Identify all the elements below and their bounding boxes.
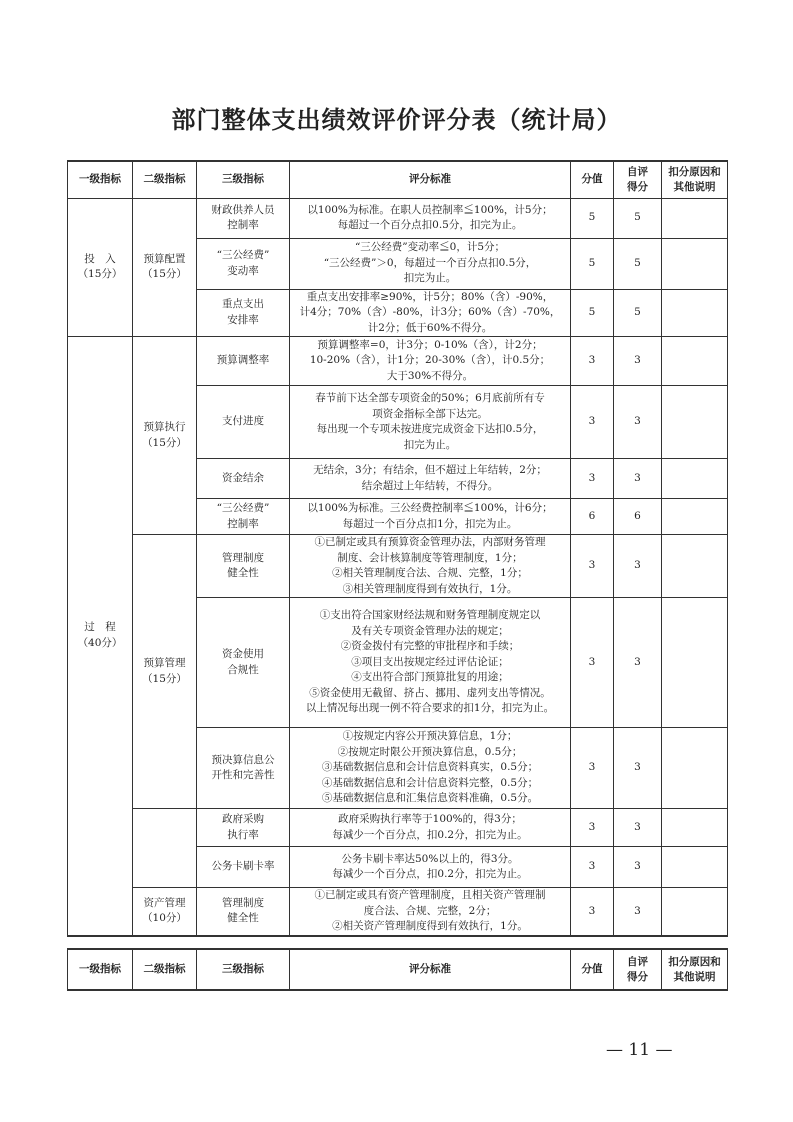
header-remarks: 扣分原因和 其他说明 <box>662 949 728 990</box>
header-criteria: 评分标准 <box>290 949 571 990</box>
level3-indicator: 公务卡刷卡率 <box>197 847 290 888</box>
header-level2: 二级指标 <box>133 161 197 198</box>
deduction-remarks <box>662 337 728 386</box>
score-value: 5 <box>571 198 614 238</box>
deduction-remarks <box>662 535 728 598</box>
score-value: 3 <box>571 598 614 728</box>
score-value: 3 <box>571 847 614 888</box>
header-level1: 一级指标 <box>68 161 133 198</box>
deduction-remarks <box>662 728 728 809</box>
self-score: 5 <box>614 289 662 337</box>
self-score: 3 <box>614 459 662 499</box>
page-number: — 11 — <box>606 1040 673 1060</box>
header-level2: 二级指标 <box>133 949 197 990</box>
self-score: 3 <box>614 386 662 459</box>
level3-indicator: 资金使用 合规性 <box>197 598 290 728</box>
self-score: 3 <box>614 598 662 728</box>
self-score: 5 <box>614 198 662 238</box>
level2-indicator: 预算配置 （15分） <box>133 198 197 337</box>
self-score: 3 <box>614 888 662 936</box>
level2-indicator: 预算执行 （15分） <box>133 337 197 535</box>
scoring-criteria: ①已制定或具有资产管理制度，且相关资产管理制 度合法、合规、完整，2分； ②相关资产管理制度得到有效执行，1分。 <box>290 888 571 936</box>
header-criteria: 评分标准 <box>290 161 571 198</box>
header-level1: 一级指标 <box>68 949 133 990</box>
score-value: 3 <box>571 459 614 499</box>
level3-indicator: 资金结余 <box>197 459 290 499</box>
score-value: 6 <box>571 499 614 535</box>
deduction-remarks <box>662 598 728 728</box>
level3-indicator: 重点支出 安排率 <box>197 289 290 337</box>
table-header-row <box>68 949 728 990</box>
score-value: 3 <box>571 535 614 598</box>
level1-indicator: 过 程 （40分） <box>68 337 133 936</box>
self-score: 3 <box>614 728 662 809</box>
page-title: 部门整体支出绩效评价评分表（统计局） <box>171 105 622 134</box>
self-score: 6 <box>614 499 662 535</box>
level3-indicator: 预决算信息公 开性和完善性 <box>197 728 290 809</box>
scoring-criteria: 春节前下达全部专项资金的50%；6月底前所有专 项资金指标全部下达完。 每出现一个专项未按进度完成资金下达扣0.5分， 扣完为止。 <box>290 386 571 459</box>
header-level3: 三级指标 <box>197 949 290 990</box>
level3-indicator: 支付进度 <box>197 386 290 459</box>
self-score: 3 <box>614 847 662 888</box>
level2-indicator: 预算管理 （15分） <box>133 535 197 809</box>
header-self-score: 自评 得分 <box>614 161 662 198</box>
header-score: 分值 <box>571 949 614 990</box>
table-header-row <box>68 161 728 198</box>
header-level3: 三级指标 <box>197 161 290 198</box>
scoring-criteria: 以100%为标准。在职人员控制率≦100%，计5分； 每超过一个百分点扣0.5分，扣完为止。 <box>290 198 571 238</box>
table-row <box>68 198 728 238</box>
deduction-remarks <box>662 809 728 847</box>
level2-indicator <box>133 809 197 888</box>
deduction-remarks <box>662 238 728 289</box>
table-row <box>68 888 728 936</box>
scoring-criteria: 公务卡刷卡率达50%以上的，得3分。 每减少一个百分点，扣0.2分，扣完为止。 <box>290 847 571 888</box>
deduction-remarks <box>662 198 728 238</box>
deduction-remarks <box>662 459 728 499</box>
score-value: 3 <box>571 888 614 936</box>
scoring-criteria: ①支出符合国家财经法规和财务管理制度规定以 及有关专项资金管理办法的规定； ②资金拨付有完整的审批程序和手续； ③项目支出按规定经过评估论证； ④支出符合部门预算批复的用途； ⑤资金使用无截留、挤占、挪用、虚列支出等情况。 以上情况每出现一例不符合要求的扣1分，扣完为止。 <box>290 598 571 728</box>
deduction-remarks <box>662 289 728 337</box>
score-value: 3 <box>571 809 614 847</box>
scoring-criteria: ①按规定内容公开预决算信息，1分； ②按规定时限公开预决算信息，0.5分； ③基础数据信息和会计信息资料真实，0.5分； ④基础数据信息和会计信息资料完整，0.5分； ⑤基础数据信息和汇集信息资料准确，0.5分。 <box>290 728 571 809</box>
level3-indicator: 财政供养人员 控制率 <box>197 198 290 238</box>
self-score: 3 <box>614 337 662 386</box>
score-value: 3 <box>571 386 614 459</box>
level3-indicator: 管理制度 健全性 <box>197 888 290 936</box>
level3-indicator: 管理制度 健全性 <box>197 535 290 598</box>
deduction-remarks <box>662 499 728 535</box>
table-row <box>68 337 728 386</box>
score-value: 3 <box>571 337 614 386</box>
scoring-criteria: 预算调整率=0，计3分；0-10%（含），计2分； 10-20%（含），计1分；20-30%（含），计0.5分； 大于30%不得分。 <box>290 337 571 386</box>
header-score: 分值 <box>571 161 614 198</box>
score-value: 5 <box>571 289 614 337</box>
level3-indicator: 政府采购 执行率 <box>197 809 290 847</box>
deduction-remarks <box>662 888 728 936</box>
scoring-criteria: “三公经费”变动率≦0，计5分； “三公经费”＞0，每超过一个百分点扣0.5分， 扣完为止。 <box>290 238 571 289</box>
scoring-criteria: 无结余，3分；有结余，但不超过上年结转，2分； 结余超过上年结转，不得分。 <box>290 459 571 499</box>
level3-indicator: 预算调整率 <box>197 337 290 386</box>
deduction-remarks <box>662 847 728 888</box>
header-self-score: 自评 得分 <box>614 949 662 990</box>
deduction-remarks <box>662 386 728 459</box>
scoring-criteria: ①已制定或具有预算资金管理办法，内部财务管理 制度、会计核算制度等管理制度，1分； ②相关管理制度合法、合规、完整，1分； ③相关管理制度得到有效执行，1分。 <box>290 535 571 598</box>
self-score: 3 <box>614 535 662 598</box>
scoring-table <box>67 160 728 937</box>
scoring-criteria: 重点支出安排率≥90%，计5分；80%（含）-90%， 计4分；70%（含）-80%，计3分；60%（含）-70%， 计2分；低于60%不得分。 <box>290 289 571 337</box>
scoring-criteria: 以100%为标准。三公经费控制率≦100%，计6分； 每超过一个百分点扣1分，扣完为止。 <box>290 499 571 535</box>
level3-indicator: “三公经费” 控制率 <box>197 499 290 535</box>
level3-indicator: “三公经费” 变动率 <box>197 238 290 289</box>
level2-indicator: 资产管理 （10分） <box>133 888 197 936</box>
score-value: 5 <box>571 238 614 289</box>
table-row <box>68 535 728 598</box>
self-score: 5 <box>614 238 662 289</box>
scoring-criteria: 政府采购执行率等于100%的，得3分； 每减少一个百分点，扣0.2分，扣完为止。 <box>290 809 571 847</box>
table-row <box>68 809 728 847</box>
header-remarks: 扣分原因和 其他说明 <box>662 161 728 198</box>
repeated-table-header <box>67 948 728 991</box>
score-value: 3 <box>571 728 614 809</box>
self-score: 3 <box>614 809 662 847</box>
level1-indicator: 投 入 （15分） <box>68 198 133 337</box>
